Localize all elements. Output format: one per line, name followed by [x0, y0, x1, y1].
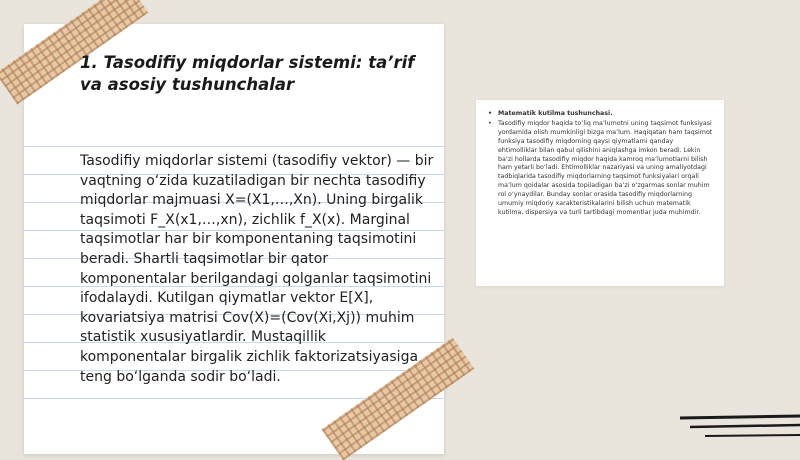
side-note-list — [476, 100, 724, 218]
side-note-heading: • Matematik kutilma tushunchasi. — [498, 110, 714, 119]
side-note-paragraph: • Tasodifiy miqdor haqida to‘liq ma’lumotni uning taqsimot funksiyasi yordamida olish mumkinligi bizga ma’lum. Haqiqatan ham taqsimot funksiya tasodifiy miqdorning qaysi qiymatlarni qanday ehtimolliklar bilan qabul qilishini aniqlashga imkon beradi. Lekin ba’zi hollarda tasodifiy miqdor haqida kamroq ma’lumotlarni bilish ham yetarli bo‘ladi. Ehtimolliklar nazariyasi va uning amaliyotdagi tadbiqlarida tasodifiy miqdorlarning taqsimot funksiyalari orqali ma’lum qoidalar asosida topiladigan ba’zi o‘zgarmas sonlar muhim rol o‘ynaydilar. Bunday sonlar orasida tasodifiy miqdorlarning umumiy miqdoriy xarakteristikalarini bilish uchun matematik kutilma, dispersiya va turli tartibdagi momentlar juda muhimdir. — [498, 120, 714, 218]
decorative-lines — [660, 400, 800, 450]
side-note-card — [476, 100, 724, 286]
paper-rule-line — [24, 146, 444, 147]
slide-body-text: Tasodifiy miqdorlar sistemi (tasodifiy vektor) — bir vaqtning o‘zida kuzatiladigan bir nechta tasodifiy miqdorlar majmuasi X=(X1,…,Xn). Uning birgalik taqsimoti F_X(x1,…,xn), zichlik f_X(x). Marginal taqsimotlar har bir komponentaning taqsimotini beradi. Shartli taqsimotlar bir qator komponentalar berilgandagi qolganlar taqsimotini ifodalaydi. Kutilgan qiymatlar vektor E[X], kovariatsiya matrisi Cov(X)=(Cov(Xi,Xj)) muhim statistik xususiyatlardir. Mustaqillik komponentalar birgalik zichlik faktorizatsiyasiga teng bo‘lganda sodir bo‘ladi. — [80, 153, 434, 385]
slide-title: 1. Tasodifiy miqdorlar sistemi: ta’rif va asosiy tushunchalar — [80, 53, 415, 94]
